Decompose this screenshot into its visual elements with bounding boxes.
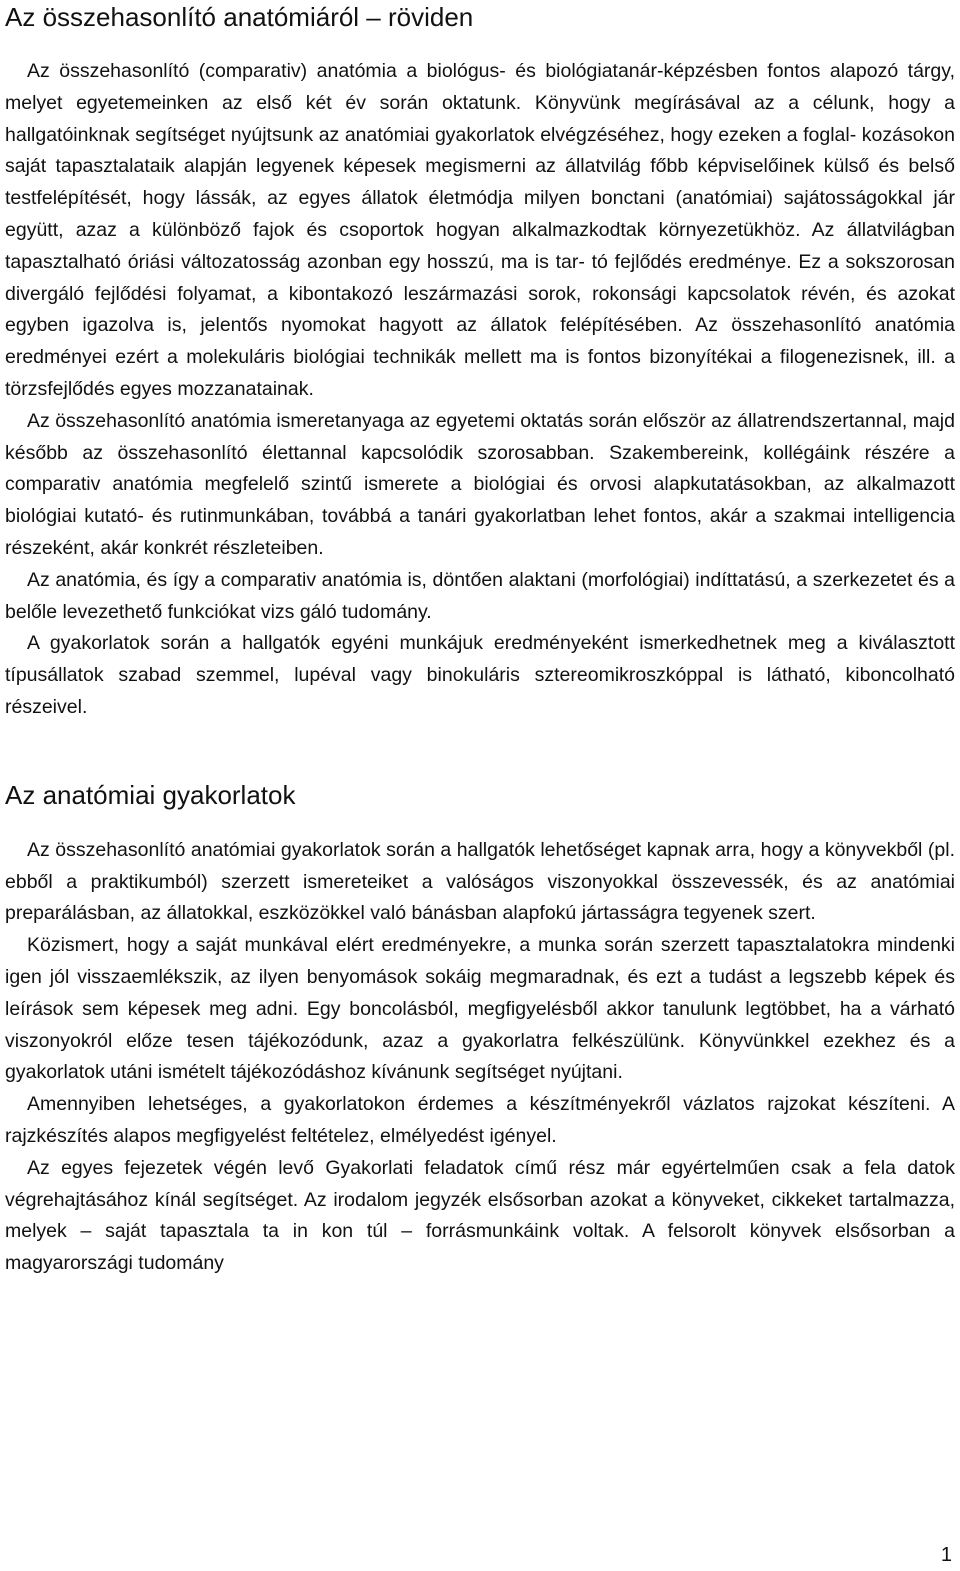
- paragraph: Közismert, hogy a saját munkával elért eredményekre, a munka során szerzett tapasztalatokra mindenki igen jól visszaemlékszik, az ilyen benyomások sokáig megmaradnak, és ezt a tudást a legszebb képek és leírások sem képesek meg adni. Egy boncolásból, megfigyelésből akkor tanulunk legtöbbet, ha a várható viszonyokról előze tesen tájékozódunk, azaz a gyakorlatra felkészülünk. Könyvünkkel ezekhez és a gyakorlatok utáni ismételt tájékozódáshoz kívánunk segítséget nyújtani.: [5, 934, 955, 1084]
- page-number: 1: [940, 1544, 952, 1566]
- paragraph: Az anatómia, és így a comparativ anatómia is, döntően alaktani (morfológiai) indíttatású, a szerkezetet és a belőle levezethető funkciókat vizs gáló tudomány.: [5, 568, 955, 623]
- section-body-overview: [5, 56, 955, 724]
- section-title-overview: Az összehasonlító anatómiáról – röviden: [5, 2, 474, 32]
- paragraph: Az egyes fejezetek végén levő Gyakorlati feladatok című rész már egyértelműen csak a fela datok végrehajtásához kínál segítséget. Az irodalom jegyzék elsősorban azokat a könyveket, cikkeket tartalmazza, melyek – saját tapasztala ta in kon túl – forrásmunkáink voltak. A felsorolt könyvek elsősorban a magyarországi tudomány: [5, 1156, 955, 1275]
- paragraph: Az összehasonlító anatómiai gyakorlatok során a hallgatók lehetőséget kapnak arra, hogy a könyvekből (pl. ebből a praktikumból) szerzett ismereteiket a valóságos viszonyokkal összevessék, és az anatómiai preparálásban, az állatokkal, eszközökkel való bánásban alapfokú jártasságra tegyenek szert.: [5, 838, 955, 925]
- section-title-practicals: Az anatómiai gyakorlatok: [5, 779, 296, 810]
- document-page: [5, 0, 955, 1280]
- paragraph: Az összehasonlító anatómia ismeretanyaga az egyetemi oktatás során először az állatrendszertannal, majd később az összehasonlító élettannal kapcsolódik szorosabban. Szakembereink, kollégáink részére a comparativ anatómia megfelelő szintű ismerete a biológiai és orvosi alapkutatásokban, az alkalmazott biológiai kutató- és rutinmunkában, továbbá a tanári gyakorlatban lehet fontos, akár a szakmai intelligencia részeként, akár konkrét részleteiben.: [5, 409, 955, 559]
- paragraph: Az összehasonlító (comparativ) anatómia a biológus- és biológiatanár-képzésben fontos alapozó tárgy, melyet egyetemeinken az első két év során oktatunk. Könyvünk megírásával az a célunk, hogy a hallgatóinknak segítséget nyújtsunk az anatómiai gyakorlatok elvégzéséhez, hogy ezeken a foglal- kozásokon saját tapasztalataik alapján legyenek képesek megismerni az állatvilág főbb képviselőinek külső és belső testfelépítését, hogy lássák, az egyes állatok életmódja milyen bonctani (anatómiai) sajátosságokkal jár együtt, azaz a különböző fajok és csoportok hogyan alkalmazkodtak környezetükhöz. Az állatvilágban tapasztalható óriási változatosság azonban egy hosszú, ma is tar- tó fejlődés eredménye. Ez a sokszorosan divergáló fejlődési folyamat, a kibontakozó leszármazási sorok, rokonsági kapcsolatok révén, és azokat egyben igazolva is, jelentős nyomokat hagyott az állatok felépítésében. Az összehasonlító anatómia eredményei ezért a molekuláris biológiai technikák mellett ma is fontos bizonyítékai a filogenezisnek, ill. a törzsfejlődés egyes mozzanatainak.: [5, 60, 955, 400]
- paragraph: A gyakorlatok során a hallgatók egyéni munkájuk eredményeként ismerkedhetnek meg a kiválasztott típusállatok szabad szemmel, lupéval vagy binokuláris sztereomikroszkóppal is látható, kiboncolható részeivel.: [5, 632, 955, 718]
- section-body-practicals: [5, 835, 955, 1280]
- paragraph: Amennyiben lehetséges, a gyakorlatokon érdemes a készítményekről vázlatos rajzokat készíteni. A rajzkészítés alapos megfigyelést feltételez, elmélyedést igényel.: [5, 1093, 955, 1147]
